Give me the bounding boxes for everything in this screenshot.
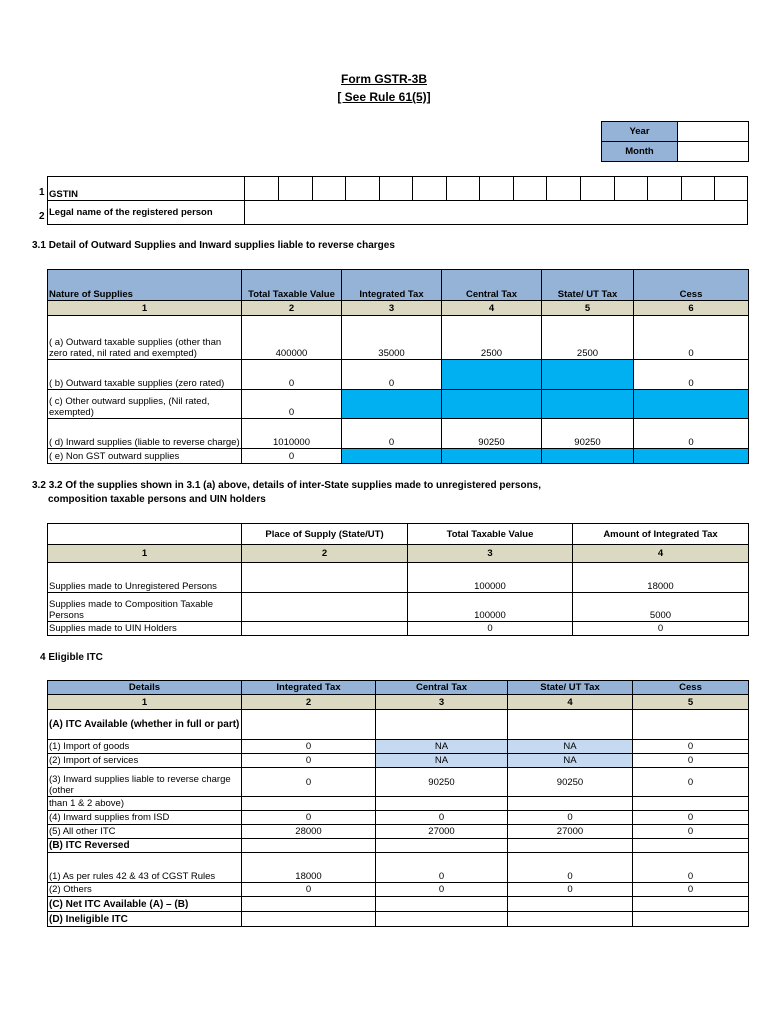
table-row: [48, 563, 749, 593]
section-3-2-title-line2: composition taxable persons and UIN holders: [48, 494, 266, 505]
col-number: 3: [408, 545, 573, 563]
col-number: 5: [633, 695, 749, 710]
cell-value[interactable]: 0: [242, 740, 376, 754]
registration-table: [47, 176, 748, 225]
col-number: 2: [242, 301, 342, 316]
disabled-cell: [542, 360, 634, 390]
cell-value: NA: [376, 740, 508, 754]
col-number: 1: [48, 545, 242, 563]
cell-value[interactable]: 0: [342, 360, 442, 390]
cell-value[interactable]: 0: [633, 768, 749, 797]
section-3-2-heading: [32, 480, 541, 491]
cell-value[interactable]: 18000: [242, 853, 376, 883]
section-d-label: (D) Ineligible ITC: [48, 912, 242, 927]
cell-value[interactable]: 90250: [508, 768, 633, 797]
col-number: 4: [508, 695, 633, 710]
cell-value[interactable]: 5000: [573, 593, 749, 622]
section-a-label: (A) ITC Available (whether in full or part): [48, 710, 242, 740]
cell-value[interactable]: 0: [242, 883, 376, 897]
cell-value[interactable]: 2500: [542, 316, 634, 360]
cell-value[interactable]: 0: [508, 853, 633, 883]
table-row: [48, 449, 749, 464]
gstin-digit[interactable]: [614, 177, 648, 201]
gstin-digit[interactable]: [715, 177, 748, 201]
col-state-ut-tax: State/ UT Tax: [508, 681, 633, 695]
cell-value[interactable]: 0: [633, 883, 749, 897]
row-label: (3) Inward supplies liable to reverse charge (other: [48, 768, 242, 797]
row-label-continuation: than 1 & 2 above): [48, 797, 242, 811]
gstin-digit[interactable]: [346, 177, 380, 201]
col-state-ut-tax: State/ UT Tax: [542, 270, 634, 301]
table-row: [48, 360, 749, 390]
section-4-title: Eligible ITC: [48, 652, 103, 663]
row-label: (2) Import of services: [48, 754, 242, 768]
row-label: Supplies made to UIN Holders: [48, 622, 242, 636]
gstin-digit[interactable]: [681, 177, 715, 201]
col-central-tax: Central Tax: [442, 270, 542, 301]
form-subtitle: [ See Rule 61(5)]: [337, 90, 431, 104]
cell-value[interactable]: 90250: [442, 419, 542, 449]
col-number: 2: [242, 545, 408, 563]
cell-value[interactable]: 0: [634, 360, 749, 390]
section-3-1-number: 3.1: [32, 240, 46, 251]
legal-name-label: Legal name of the registered person: [48, 201, 245, 225]
cell-value[interactable]: 100000: [408, 563, 573, 593]
gstin-digit[interactable]: [312, 177, 346, 201]
cell-value[interactable]: [242, 593, 408, 622]
section-3-1-heading: [32, 240, 395, 251]
table-row: [48, 797, 749, 811]
table-row: [48, 897, 749, 912]
row-label: ( d) Inward supplies (liable to reverse charge): [48, 419, 242, 449]
cell-value[interactable]: 18000: [573, 563, 749, 593]
gstin-digit[interactable]: [379, 177, 413, 201]
row-label: ( c) Other outward supplies, (Nil rated, exempted): [48, 390, 242, 419]
cell-value[interactable]: 2500: [442, 316, 542, 360]
row-label: ( b) Outward taxable supplies (zero rated): [48, 360, 242, 390]
table-row: [48, 740, 749, 754]
col-central-tax: Central Tax: [376, 681, 508, 695]
cell-value[interactable]: [242, 563, 408, 593]
cell-value[interactable]: 35000: [342, 316, 442, 360]
gstin-digit[interactable]: [480, 177, 514, 201]
disabled-cell: [442, 449, 542, 464]
table-row: [48, 710, 749, 740]
cell-value: NA: [376, 754, 508, 768]
disabled-cell: [342, 390, 442, 419]
gstin-digit[interactable]: [513, 177, 547, 201]
gstin-digit[interactable]: [446, 177, 480, 201]
table-row: [48, 883, 749, 897]
disabled-cell: [342, 449, 442, 464]
section-3-1-title: Detail of Outward Supplies and Inward supplies liable to reverse charges: [48, 240, 395, 251]
gstin-digit[interactable]: [413, 177, 447, 201]
disabled-cell: [542, 390, 634, 419]
table-row: [48, 768, 749, 797]
table-row: [48, 754, 749, 768]
cell-value[interactable]: 0: [508, 811, 633, 825]
cell-value[interactable]: 0: [633, 825, 749, 839]
year-label: Year: [602, 122, 678, 142]
col-cess: Cess: [633, 681, 749, 695]
col-number: 1: [48, 301, 242, 316]
cell-value[interactable]: 0: [242, 754, 376, 768]
section-4-number: 4: [40, 652, 46, 663]
cell-value[interactable]: 0: [633, 811, 749, 825]
cell-value[interactable]: 0: [408, 622, 573, 636]
cell-value[interactable]: 27000: [508, 825, 633, 839]
form-title: Form GSTR-3B: [340, 72, 427, 86]
disabled-cell: [442, 390, 542, 419]
col-total-taxable-value: Total Taxable Value: [408, 524, 573, 545]
table-row: [48, 912, 749, 927]
col-details: Details: [48, 681, 242, 695]
cell-value[interactable]: 27000: [376, 825, 508, 839]
row-label: Supplies made to Unregistered Persons: [48, 563, 242, 593]
cell-value[interactable]: 0: [242, 768, 376, 797]
cell-value[interactable]: 0: [242, 811, 376, 825]
row-label: (1) Import of goods: [48, 740, 242, 754]
table-row: [48, 622, 749, 636]
col-number: 3: [342, 301, 442, 316]
gstin-digit[interactable]: [547, 177, 581, 201]
cell-value[interactable]: 1010000: [242, 419, 342, 449]
row-label: Supplies made to Composition Taxable Persons: [48, 593, 242, 622]
gstin-row-number: 1: [39, 187, 45, 198]
table-row: [48, 839, 749, 853]
col-number: 6: [634, 301, 749, 316]
month-field[interactable]: [678, 142, 749, 162]
table-row: [48, 419, 749, 449]
cell-value[interactable]: 0: [634, 316, 749, 360]
row-label: (2) Others: [48, 883, 242, 897]
table-row: [48, 316, 749, 360]
row-label: (4) Inward supplies from ISD: [48, 811, 242, 825]
table-row: [48, 593, 749, 622]
gstin-digit[interactable]: [648, 177, 682, 201]
legal-name-field[interactable]: [245, 201, 748, 225]
disabled-cell: [634, 449, 749, 464]
disabled-cell: [442, 360, 542, 390]
col-number: 1: [48, 695, 242, 710]
cell-value[interactable]: 400000: [242, 316, 342, 360]
eligible-itc-table: [47, 680, 749, 927]
row-label: ( a) Outward taxable supplies (other than zero rated, nil rated and exempted): [48, 316, 242, 360]
period-table: [601, 121, 749, 162]
cell-value[interactable]: [242, 622, 408, 636]
col-place-of-supply: Place of Supply (State/UT): [242, 524, 408, 545]
col-nature-of-supplies: Nature of Supplies: [48, 270, 242, 301]
gstin-digit[interactable]: [278, 177, 312, 201]
legal-name-row-number: 2: [39, 211, 45, 222]
table-row: [48, 853, 749, 883]
cell-value[interactable]: 0: [633, 740, 749, 754]
col-blank: [48, 524, 242, 545]
gstin-digit[interactable]: [245, 177, 279, 201]
col-number: 3: [376, 695, 508, 710]
col-number: 2: [242, 695, 376, 710]
col-integrated-tax: Integrated Tax: [342, 270, 442, 301]
section-c-label: (C) Net ITC Available (A) – (B): [48, 897, 242, 912]
cell-value[interactable]: 0: [342, 419, 442, 449]
row-label: ( e) Non GST outward supplies: [48, 449, 242, 464]
cell-value[interactable]: 0: [634, 419, 749, 449]
col-cess: Cess: [634, 270, 749, 301]
col-number: 4: [442, 301, 542, 316]
section-4-heading: [40, 652, 103, 663]
cell-value[interactable]: 0: [633, 754, 749, 768]
gstin-label: GSTIN: [48, 177, 245, 201]
outward-supplies-table: [47, 269, 749, 464]
month-label: Month: [602, 142, 678, 162]
row-label: (1) As per rules 42 & 43 of CGST Rules: [48, 853, 242, 883]
cell-value[interactable]: 0: [573, 622, 749, 636]
disabled-cell: [634, 390, 749, 419]
cell-value[interactable]: 28000: [242, 825, 376, 839]
cell-value: NA: [508, 754, 633, 768]
cell-value[interactable]: 0: [633, 853, 749, 883]
cell-value[interactable]: 90250: [376, 768, 508, 797]
row-label: (5) All other ITC: [48, 825, 242, 839]
col-amount-integrated-tax: Amount of Integrated Tax: [573, 524, 749, 545]
inter-state-supplies-table: [47, 523, 749, 636]
gstin-digit[interactable]: [581, 177, 615, 201]
section-3-2-number: 3.2: [32, 480, 46, 491]
cell-value[interactable]: 0: [242, 390, 342, 419]
col-number: 5: [542, 301, 634, 316]
table-row: [48, 390, 749, 419]
section-3-2-title-line1: 3.2 Of the supplies shown in 3.1 (a) above, details of inter-State supplies made to unregistered persons,: [48, 480, 542, 491]
cell-value[interactable]: 0: [242, 360, 342, 390]
cell-value[interactable]: 90250: [542, 419, 634, 449]
table-row: [48, 825, 749, 839]
col-total-taxable-value: Total Taxable Value: [242, 270, 342, 301]
cell-value[interactable]: 0: [376, 883, 508, 897]
cell-value[interactable]: 0: [376, 853, 508, 883]
cell-value: NA: [508, 740, 633, 754]
cell-value[interactable]: 0: [376, 811, 508, 825]
year-field[interactable]: [678, 122, 749, 142]
cell-value[interactable]: 0: [508, 883, 633, 897]
disabled-cell: [542, 449, 634, 464]
section-b-label: (B) ITC Reversed: [48, 839, 242, 853]
table-row: [48, 811, 749, 825]
cell-value[interactable]: 0: [242, 449, 342, 464]
cell-value[interactable]: 100000: [408, 593, 573, 622]
col-number: 4: [573, 545, 749, 563]
col-integrated-tax: Integrated Tax: [242, 681, 376, 695]
